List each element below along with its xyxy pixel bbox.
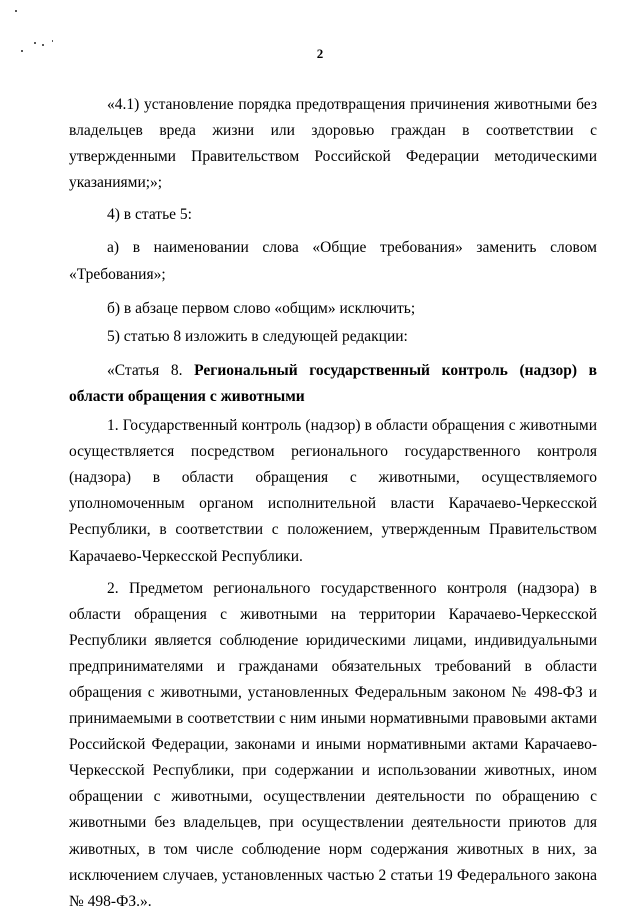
article-8-prefix: «Статья 8. [107,361,195,379]
article-8-title: Региональный государственный контроль (надзор) в области обращения с животными [69,361,597,405]
article-8-part-1: 1. Государственный контроль (надзор) в области обращения с животными осуществляется посредством регионального государственного контроля (надзора) в области обращения с животными, осуществляемого уполномоченным органом исполнительной власти Карачаево-Черкесской Республики, в соответствии с положением, утвержденным Правительством Карачаево-Черкесской Республики. [69,417,597,565]
page-number: 2 [316,46,324,61]
paragraph-item-a: а) в наименовании слова «Общие требования» заменить словом «Требования»; [69,239,597,283]
paragraph-item-4: 4) в статье 5: [107,206,192,224]
paragraph-4-1: «4.1) установление порядка предотвращения причинения животными без владельцев вреда жизни или здоровью граждан в соответствии с утвержденными Правительством Российской Федерации методическими указаниями;»; [69,96,597,192]
paragraph-item-b: б) в абзаце первом слово «общим» исключить; [107,299,416,317]
article-8-heading [69,358,597,410]
article-8-part-2: 2. Предметом регионального государственного контроля (надзора) в области обращения с животными на территории Карачаево-Черкесской Республики является соблюдение юридическими лицами, индивидуальными предпринимателями и гражданами обязательных требований в области обращения с животными, установленных Федеральным законом № 498-ФЗ и принимаемыми в соответствии с ним иными нормативными правовыми актами Российской Федерации, законами и иными нормативными актами Карачаево-Черкесской Республики, при содержании и использовании животных, ином обращении с животными, осуществлении деятельности по обращению с животными без владельцев, при осуществлении деятельности приютов для животных, в том числе соблюдение норм содержания животных в них, за исключением случаев, установленных частью 2 статьи 19 Федерального закона № 498-ФЗ.». [69,579,597,910]
document-body [69,92,597,915]
paragraph-item-5: 5) статью 8 изложить в следующей редакции: [107,327,408,345]
